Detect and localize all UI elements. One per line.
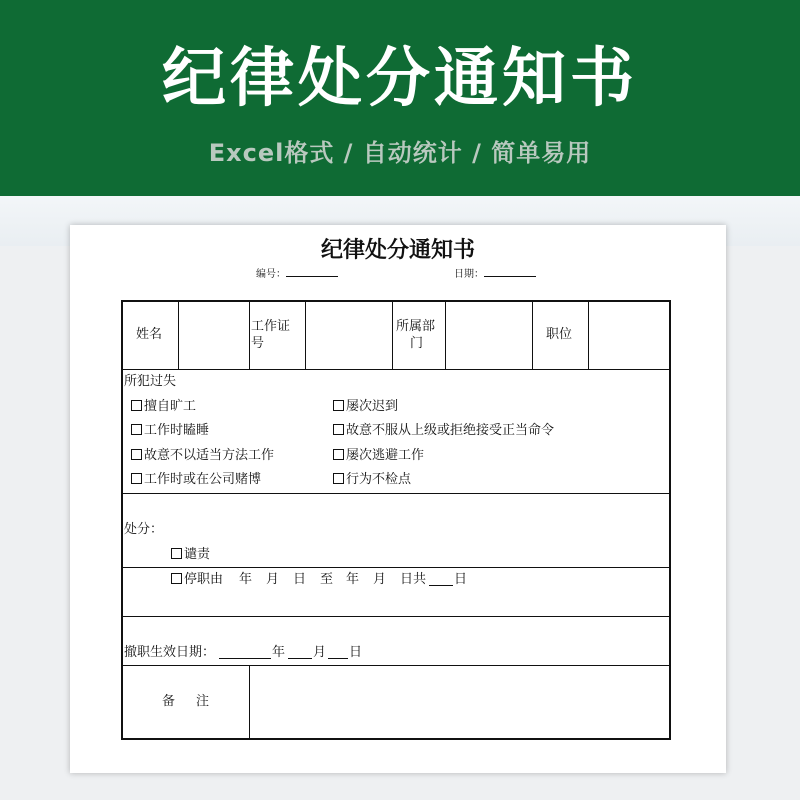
col-divider: [532, 302, 533, 369]
offense-option[interactable]: [131, 399, 196, 415]
offense-option[interactable]: [333, 399, 398, 415]
dismissal-month-blank[interactable]: [288, 646, 312, 659]
checkbox[interactable]: [171, 548, 182, 559]
offense-option[interactable]: [131, 448, 274, 464]
number-label: 编号：: [256, 269, 286, 280]
work-id-label-line1: 工作证: [251, 319, 291, 334]
row-divider: [123, 493, 669, 494]
document-sheet: [70, 225, 726, 773]
suspension-days-blank[interactable]: [429, 573, 453, 586]
position-value-cell[interactable]: [589, 302, 669, 369]
offense-text: 屡次迟到: [346, 399, 399, 414]
offenses-label: 所犯过失: [124, 374, 177, 389]
offense-text: 擅自旷工: [144, 399, 197, 414]
checkbox[interactable]: [333, 473, 344, 484]
offense-text: 故意不以适当方法工作: [144, 448, 275, 463]
document-title: 纪律处分通知书: [320, 237, 475, 263]
checkbox[interactable]: [171, 573, 182, 584]
reprimand-text: 谴责: [184, 547, 211, 562]
checkbox[interactable]: [333, 449, 344, 460]
suspension-text-e: 至: [320, 572, 334, 587]
suspension-text-f: 年: [346, 572, 360, 587]
name-value-cell[interactable]: [179, 302, 249, 369]
offense-text: 工作时或在公司赌博: [144, 472, 262, 487]
offense-option[interactable]: [333, 448, 424, 464]
offense-text: 行为不检点: [346, 472, 412, 487]
position-label: 职位: [546, 327, 573, 342]
dismissal-label: 撤职生效日期：: [124, 645, 216, 660]
remarks-label-2: 注: [196, 694, 210, 709]
checkbox[interactable]: [131, 424, 142, 435]
form-table: [121, 300, 671, 740]
number-blank[interactable]: [286, 267, 338, 277]
reprimand-option[interactable]: [171, 547, 210, 563]
remarks-label-1: 备: [162, 694, 176, 709]
row-divider: [123, 369, 669, 370]
suspension-option[interactable]: [171, 572, 223, 588]
offense-text: 故意不服从上级或拒绝接受正当命令: [346, 423, 555, 438]
suspension-text-a: 停职由: [184, 572, 224, 587]
work-id-value-cell[interactable]: [306, 302, 392, 369]
dismissal-year: 年: [272, 645, 286, 660]
checkbox[interactable]: [131, 473, 142, 484]
suspension-text-i: 日: [454, 572, 468, 587]
dismissal-month: 月: [313, 645, 327, 660]
offense-option[interactable]: [131, 472, 261, 488]
banner-title: 纪律处分通知书: [162, 42, 638, 116]
department-label-line1: 所属部: [396, 319, 436, 334]
suspension-text-h: 日共: [400, 572, 427, 587]
name-label: 姓名: [136, 327, 163, 342]
date-field: [454, 267, 536, 282]
department-label-line2: 门: [410, 336, 424, 351]
remarks-value-cell[interactable]: [250, 666, 669, 738]
suspension-text-g: 月: [373, 572, 387, 587]
suspension-text-b: 年: [239, 572, 253, 587]
dismissal-day-blank[interactable]: [328, 646, 348, 659]
number-field: [256, 267, 338, 282]
dismissal-year-blank[interactable]: [219, 646, 271, 659]
dismissal-day: 日: [349, 645, 363, 660]
date-label: 日期：: [454, 269, 484, 280]
row-divider: [123, 567, 669, 568]
department-value-cell[interactable]: [446, 302, 532, 369]
checkbox[interactable]: [131, 449, 142, 460]
suspension-text-c: 月: [266, 572, 280, 587]
offense-option[interactable]: [131, 423, 209, 439]
penalty-label: 处分：: [124, 522, 164, 537]
work-id-label-line2: 号: [251, 336, 265, 351]
row-divider: [123, 616, 669, 617]
banner-subtitle: Excel格式 / 自动统计 / 简单易用: [208, 139, 592, 167]
offense-text: 屡次逃避工作: [346, 448, 425, 463]
offense-text: 工作时瞌睡: [144, 423, 210, 438]
header-banner: [0, 0, 800, 196]
checkbox[interactable]: [333, 400, 344, 411]
col-divider: [249, 302, 250, 369]
date-blank[interactable]: [484, 267, 536, 277]
checkbox[interactable]: [131, 400, 142, 411]
col-divider: [392, 302, 393, 369]
offense-option[interactable]: [333, 423, 554, 439]
offense-option[interactable]: [333, 472, 411, 488]
checkbox[interactable]: [333, 424, 344, 435]
suspension-text-d: 日: [293, 572, 307, 587]
